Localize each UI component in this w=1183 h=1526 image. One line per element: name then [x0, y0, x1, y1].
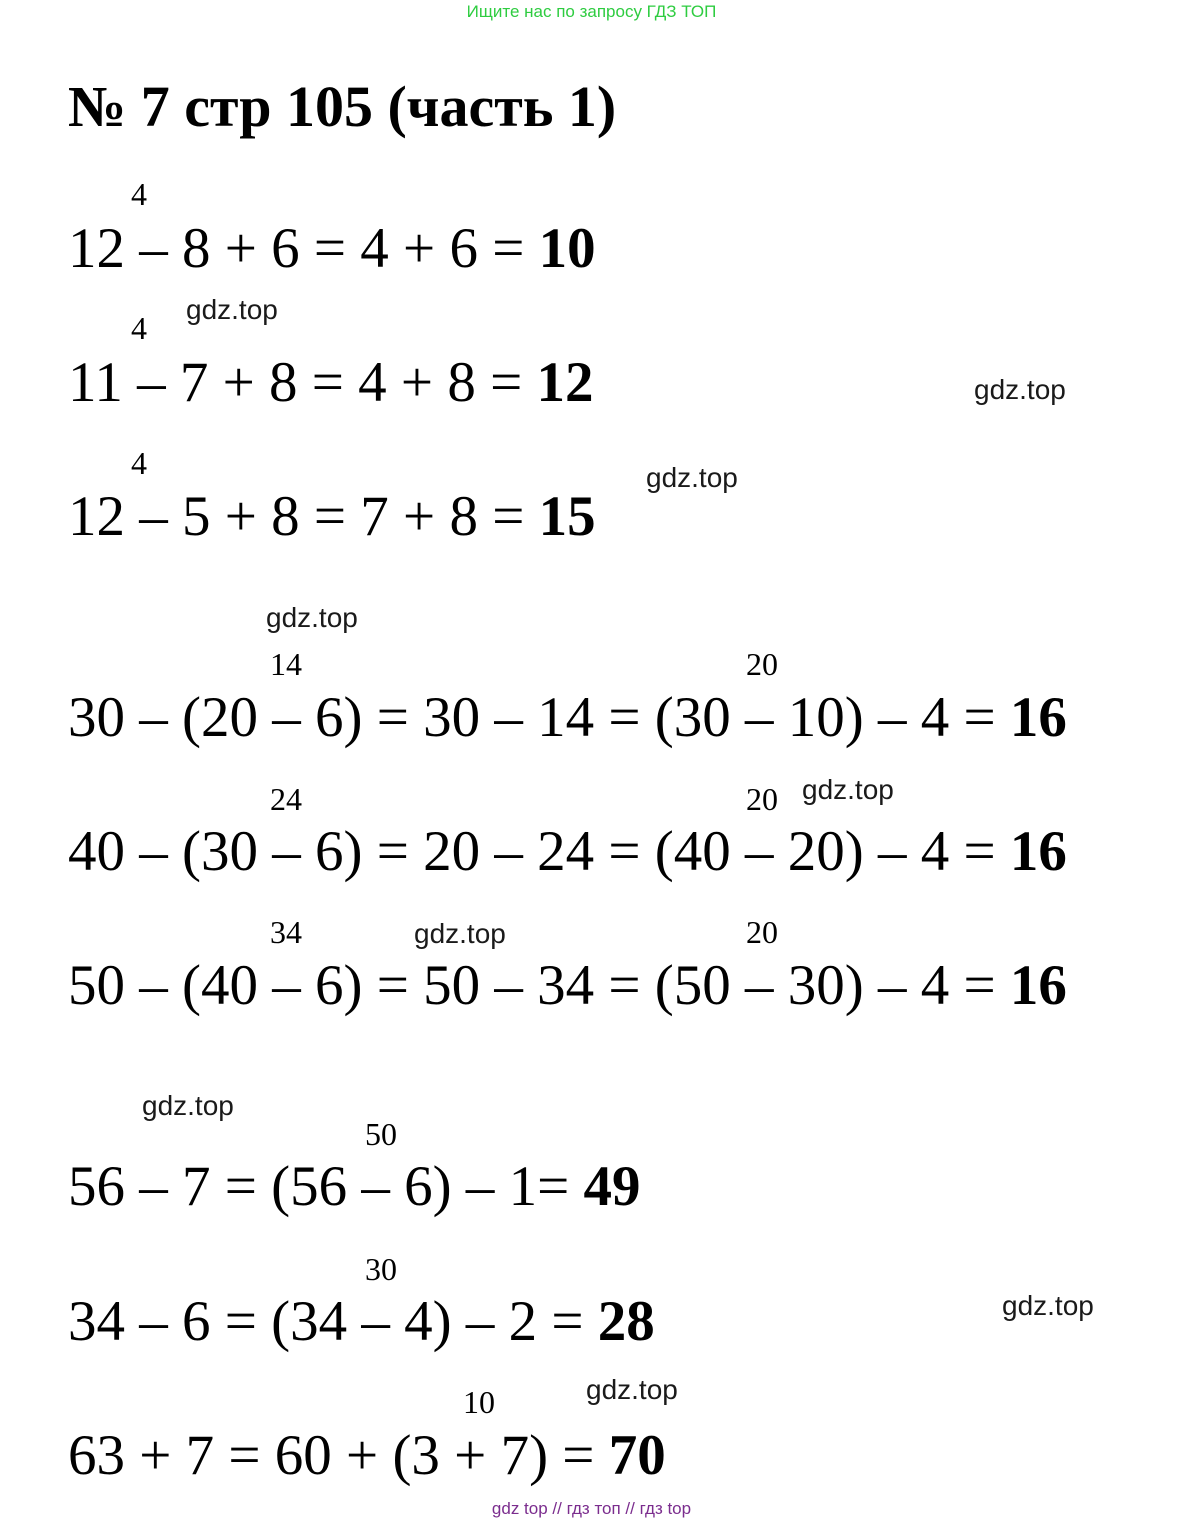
hint-number: 20: [746, 646, 778, 682]
answer: 12: [536, 351, 594, 414]
equation-line: 30 – (20 – 6) = 30 – 14 = (30 – 10) – 4 = 16: [68, 686, 1067, 749]
equation-line: 50 – (40 – 6) = 50 – 34 = (50 – 30) – 4 = 16: [68, 954, 1067, 1017]
answer: 28: [597, 1290, 655, 1353]
answer: 49: [583, 1155, 641, 1218]
hint-number: 20: [746, 914, 778, 950]
hint-number: 30: [365, 1251, 397, 1287]
hint-number: 4: [131, 176, 147, 212]
watermark: gdz.top: [142, 1090, 234, 1121]
watermark: gdz.top: [1002, 1290, 1094, 1321]
top-banner: Ищите нас по запросу ГДЗ ТОП: [466, 2, 717, 21]
watermark: gdz.top: [414, 918, 506, 949]
equation-line: 34 – 6 = (34 – 4) – 2 = 28: [68, 1290, 655, 1353]
equation-line: 12 – 8 + 6 = 4 + 6 = 10: [68, 217, 596, 280]
hint-number: 24: [270, 781, 302, 817]
watermark: gdz.top: [802, 774, 894, 805]
equation-line: 40 – (30 – 6) = 20 – 24 = (40 – 20) – 4 = 16: [68, 820, 1067, 883]
answer: 10: [538, 217, 596, 280]
answer: 16: [1009, 954, 1067, 1017]
watermark: gdz.top: [186, 294, 278, 325]
answer: 16: [1009, 686, 1067, 749]
equation-line: 12 – 5 + 8 = 7 + 8 = 15: [68, 485, 596, 548]
page-title: № 7 стр 105 (часть 1): [68, 74, 617, 139]
watermark: gdz.top: [266, 602, 358, 633]
watermark: gdz.top: [646, 462, 738, 493]
watermark: gdz.top: [586, 1374, 678, 1405]
hint-number: 50: [365, 1116, 397, 1152]
equation-line: 56 – 7 = (56 – 6) – 1= 49: [68, 1155, 641, 1218]
hint-number: 20: [746, 781, 778, 817]
hint-number: 10: [463, 1384, 495, 1420]
hint-number: 4: [131, 445, 147, 481]
answer: 70: [608, 1424, 666, 1487]
hint-number: 14: [270, 646, 302, 682]
footer-links: gdz top // гдз топ // гдз top: [491, 1499, 692, 1518]
hint-number: 4: [131, 310, 147, 346]
hint-number: 34: [270, 914, 302, 950]
equation-line: 63 + 7 = 60 + (3 + 7) = 70: [68, 1424, 666, 1487]
watermark: gdz.top: [974, 374, 1066, 405]
equation-line: 11 – 7 + 8 = 4 + 8 = 12: [68, 351, 594, 414]
answer: 16: [1009, 820, 1067, 883]
answer: 15: [538, 485, 596, 548]
